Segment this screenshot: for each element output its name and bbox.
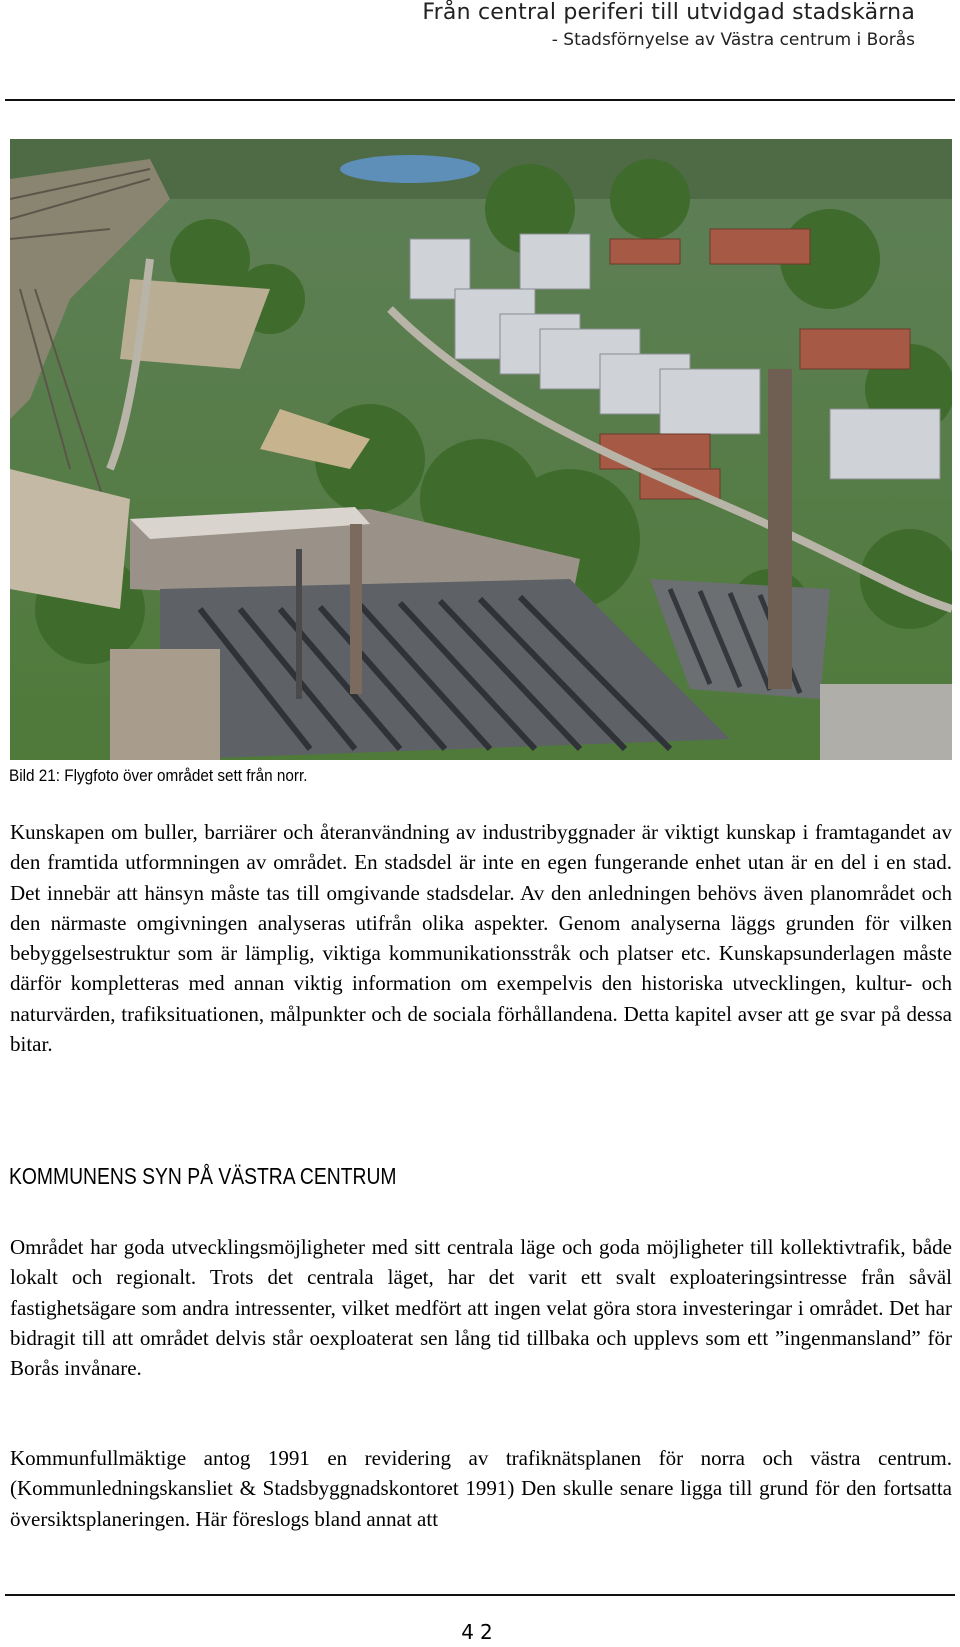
- figure-caption: Bild 21: Flygfoto över området sett från norr.: [9, 766, 308, 785]
- header-title: Från central periferi till utvidgad stadskärna: [422, 0, 915, 25]
- header-divider: [5, 99, 955, 101]
- footer-divider: [5, 1594, 955, 1596]
- section-heading: KOMMUNENS SYN PÅ VÄSTRA CENTRUM: [9, 1163, 397, 1189]
- body-paragraph: Kommunfullmäktige antog 1991 en revidering av trafiknätsplanen för norra och västra centrum. (Kommunledningskansliet & Stadsbyggnadskontoret 1991) Den skulle senare ligga till grund för den fortsatta översiktsplaneringen. Här föreslogs bland annat att: [10, 1446, 952, 1531]
- aerial-photo: [10, 139, 952, 760]
- body-paragraph: Området har goda utvecklingsmöjligheter med sitt centrala läge och goda möjligheter till kollektivtrafik, både lokalt och regionalt. Trots det centrala läget, har det varit ett svalt exploateringsintresse från såväl fastighetsägare som andra intressenter, vilket medfört att ingen velat göra stora investeringar i området. Det har bidragit till att området delvis står oexploaterat sen lång tid tillbaka och upplevs som ett ”ingenmansland” för Borås invånare.: [10, 1235, 952, 1381]
- header-subtitle: - Stadsförnyelse av Västra centrum i Borås: [551, 30, 915, 50]
- page-number: 42: [461, 1620, 499, 1644]
- body-paragraph: Kunskapen om buller, barriärer och återanvändning av industribyggnader är viktigt kunskap i framtagandet av den framtida utformningen av området. En stadsdel är inte en egen fungerande enhet utan är en del i en stad. Det innebär att hänsyn måste tas till omgivande stadsdelar. Av den anledningen behövs även planområdet och den närmaste omgivningen analyseras utifrån olika aspekter. Genom analyserna läggs grunden för vilken bebyggelsestruktur som är lämplig, viktiga kommunikationsstråk och platser etc. Kunskapsunderlagen måste därför kompletteras med annan viktig information om exempelvis den historiska utvecklingen, kultur- och naturvärden, trafiksituationen, målpunkter och de sociala förhållandena. Detta kapitel avser att ge svar på dessa bitar.: [10, 820, 952, 1057]
